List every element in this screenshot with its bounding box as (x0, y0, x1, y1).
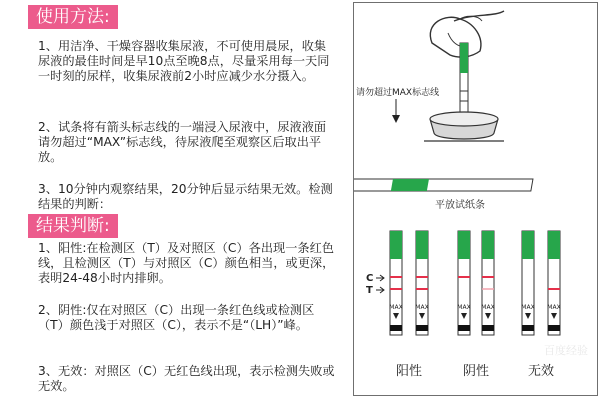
strip-max-label: MAX (389, 304, 403, 311)
strip-positive-2 (415, 231, 428, 335)
result-label-positive: 阳性 (395, 364, 423, 379)
strip-positive-1 (389, 231, 402, 335)
t-label: T (366, 285, 373, 296)
strip-max-label: MAX (547, 304, 561, 311)
urine-cup (424, 112, 504, 141)
step-1-text: 1、用洁净、干燥容器收集尿液，不可使用晨尿，收集尿液的最佳时间是早10点至晚8点，尽量采用每一天同一时刻的尿样，收集尿液前2小时应减少水分摄入。 (38, 39, 330, 83)
step-3-text: 3、10分钟内观察结果，20分钟后显示结果无效。检测结果的判断： (38, 182, 333, 211)
c-arrow-icon (376, 275, 384, 281)
strip-max-label: MAX (457, 304, 471, 311)
strip-max-label: MAX (521, 304, 535, 311)
strip-max-label: MAX (415, 304, 429, 311)
result-label-negative: 阴性 (462, 364, 490, 379)
strip-max-label: MAX (481, 304, 495, 311)
strip-negative-1 (457, 231, 470, 335)
dip-arrow-icon (392, 115, 400, 123)
flat-strip (354, 179, 533, 191)
test-strip-diagram (354, 3, 597, 395)
strip-invalid-2 (547, 231, 560, 335)
result-invalid-text: 3、无效：对照区（C）无红色线出现，表示检测失败或无效。 (38, 364, 335, 393)
result-heading: 结果判断: (28, 214, 118, 238)
diagram-frame (353, 2, 598, 396)
watermark: 百度经验 (544, 344, 588, 357)
usage-heading: 使用方法: (28, 5, 118, 29)
result-label-invalid: 无效 (527, 364, 555, 379)
c-label: C (366, 273, 374, 284)
dip-caption: 请勿超过MAX标志线 (356, 88, 440, 98)
result-negative-text: 2、阴性:仅在对照区（C）出现一条红色线或检测区（T）颜色浅于对照区（C），表示不是“（LH）”峰。 (38, 303, 315, 332)
result-strips (389, 231, 560, 335)
flat-caption: 平放试纸条 (435, 200, 485, 211)
diagram-panel (352, 0, 600, 400)
strip-invalid-1 (521, 231, 534, 335)
step-2-text: 2、试条将有箭头标志线的一端浸入尿液中，尿液液面请勿超过“MAX”标志线，待尿液爬至观察区后取出平放。 (38, 120, 327, 164)
strip-negative-2 (481, 231, 494, 335)
t-arrow-icon (376, 287, 384, 293)
result-positive-text: 1、阳性:在检测区（T）及对照区（C）各出现一条红色线，且检测区（T）与对照区（C）颜色相当，或更深，表明24-48小时内排卵。 (38, 241, 335, 285)
